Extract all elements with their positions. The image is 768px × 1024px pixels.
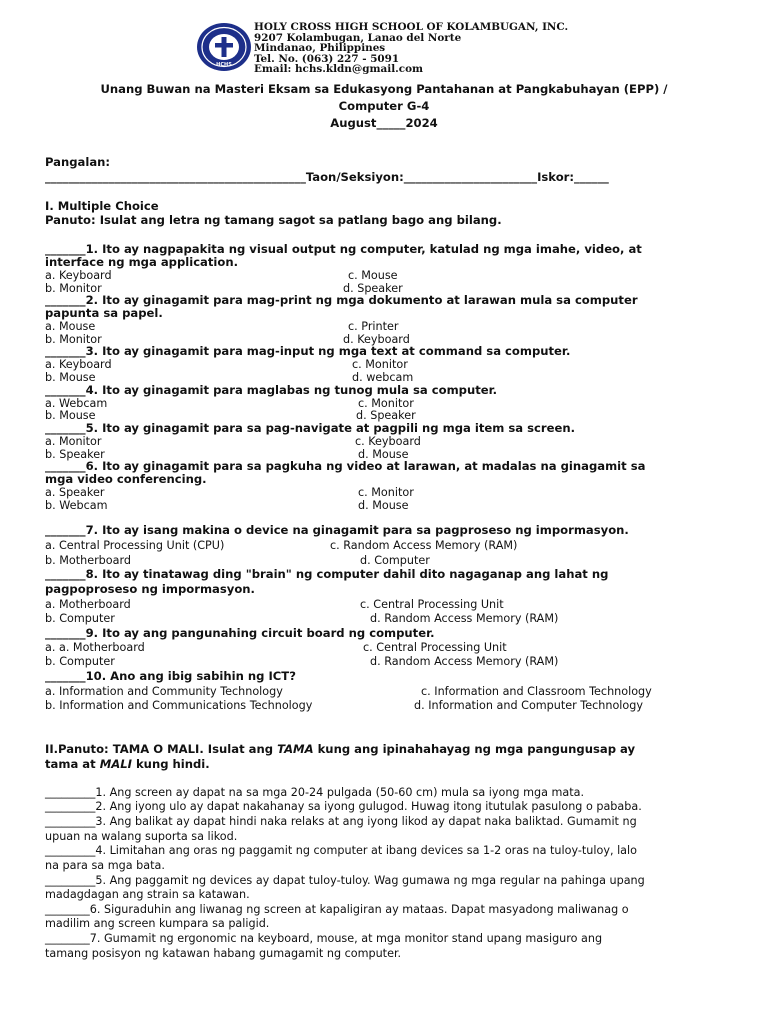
q9-option-c: c. Central Processing Unit xyxy=(363,641,507,654)
student-info-fields[interactable]: _____________________________________________Taon/Seksiyon:_______________________Iskor:______ xyxy=(45,170,609,184)
tf-item-7-line-1: ________7. Gumamit ng ergonomic na keyboard, mouse, at mga monitor stand upang masiguro ang xyxy=(45,932,603,945)
q6-option-d: d. Mouse xyxy=(358,499,409,512)
part2-heading-text: II.Panuto: TAMA O MALI. Isulat ang xyxy=(45,742,278,756)
part2-heading-text-2: kung ang ipinahahayag ng mga pangungusap ay xyxy=(313,742,636,756)
q8-option-b: b. Computer xyxy=(45,612,115,625)
q6-option-a: a. Speaker xyxy=(45,486,105,499)
q10-option-d: d. Information and Computer Technology xyxy=(414,699,643,712)
part2-heading-text-4: kung hindi. xyxy=(131,757,210,771)
part2-heading-text-3: tama at xyxy=(45,757,100,771)
part2-tama-keyword: TAMA xyxy=(277,742,314,756)
q5-option-a: a. Monitor xyxy=(45,435,102,448)
q4-option-c: c. Monitor xyxy=(358,397,414,410)
logo-text: HCHS xyxy=(216,62,232,68)
q10-option-c: c. Information and Classroom Technology xyxy=(421,685,652,698)
q1-option-a: a. Keyboard xyxy=(45,269,112,282)
exam-title-line-2: Computer G-4 xyxy=(338,99,430,113)
q4-option-b: b. Mouse xyxy=(45,409,96,422)
question-10: _______10. Ano ang ibig sabihin ng ICT? xyxy=(45,669,296,683)
school-name: HOLY CROSS HIGH SCHOOL OF KOLAMBUGAN, INC. xyxy=(254,21,569,33)
q1-option-d: d. Speaker xyxy=(343,282,403,295)
q8-option-c: c. Central Processing Unit xyxy=(360,598,504,611)
q2-option-a: a. Mouse xyxy=(45,320,96,333)
exam-title-line-1: Unang Buwan na Masteri Eksam sa Edukasyong Pantahanan at Pangkabuhayan (EPP) / xyxy=(100,82,668,96)
school-email: Email: hchs.kldn@gmail.com xyxy=(254,63,424,76)
school-address-2: Mindanao, Philippines xyxy=(254,42,386,55)
tf-item-4-line-1: _________4. Limitahan ang oras ng paggamit ng computer at ibang devices sa 1-2 oras na tuloy-tuloy, lalo xyxy=(45,844,637,857)
q2-option-d: d. Keyboard xyxy=(343,333,410,346)
q3-option-c: c. Monitor xyxy=(352,358,408,371)
question-6-line-2: mga video conferencing. xyxy=(45,472,207,486)
q3-option-b: b. Mouse xyxy=(45,371,96,384)
exam-title-line-3: August_____2024 xyxy=(330,116,438,130)
q7-option-c: c. Random Access Memory (RAM) xyxy=(330,539,518,552)
q9-option-d: d. Random Access Memory (RAM) xyxy=(370,655,559,668)
q8-option-a: a. Motherboard xyxy=(45,598,131,611)
q4-option-a: a. Webcam xyxy=(45,397,108,410)
q1-option-b: b. Monitor xyxy=(45,282,102,295)
part2-mali-keyword: MALI xyxy=(99,757,132,771)
question-3: _______3. Ito ay ginagamit para mag-input ng mga text at command sa computer. xyxy=(45,344,571,358)
question-1-line-2: interface ng mga application. xyxy=(45,255,239,269)
question-6-line-1: _______6. Ito ay ginagamit para sa pagkuha ng video at larawan, at madalas na ginagamit sa xyxy=(45,459,646,473)
q1-option-c: c. Mouse xyxy=(348,269,398,282)
school-address-1: 9207 Kolambugan, Lanao del Norte xyxy=(254,31,462,44)
q2-option-b: b. Monitor xyxy=(45,333,102,346)
q3-option-d: d. webcam xyxy=(352,371,414,384)
question-9: _______9. Ito ay ang pangunahing circuit board ng computer. xyxy=(45,626,435,640)
q7-option-b: b. Motherboard xyxy=(45,554,131,567)
school-tel: Tel. No. (063) 227 - 5091 xyxy=(254,52,400,65)
part1-instructions: Panuto: Isulat ang letra ng tamang sagot sa patlang bago ang bilang. xyxy=(45,213,502,227)
tf-item-5-line-2: madagdagan ang strain sa katawan. xyxy=(45,888,250,901)
tf-item-2: _________2. Ang iyong ulo ay dapat nakahanay sa iyong gulugod. Huwag itong itutulak pasulong o pababa. xyxy=(45,800,642,813)
tf-item-5-line-1: _________5. Ang paggamit ng devices ay dapat tuloy-tuloy. Wag gumawa ng mga regular na pahinga upang xyxy=(45,874,645,887)
question-5: _______5. Ito ay ginagamit para sa pag-navigate at pagpili ng mga item sa screen. xyxy=(45,421,576,435)
q9-option-b: b. Computer xyxy=(45,655,115,668)
q7-option-d: d. Computer xyxy=(360,554,430,567)
q6-option-c: c. Monitor xyxy=(358,486,414,499)
tf-item-6-line-1: ________6. Siguraduhin ang liwanag ng screen at kapaligiran ay mataas. Dapat masyadong maliwanag o xyxy=(45,903,629,916)
part2-heading-line-2 xyxy=(45,758,210,771)
tf-item-3-line-1: _________3. Ang balikat ay dapat hindi naka relaks at ang iyong likod ay dapat naka baliktad. Gumamit ng xyxy=(45,815,637,828)
q6-option-b: b. Webcam xyxy=(45,499,108,512)
q9-option-a: a. a. Motherboard xyxy=(45,641,145,654)
question-4: _______4. Ito ay ginagamit para maglabas ng tunog mula sa computer. xyxy=(45,383,498,397)
tf-item-6-line-2: madilim ang screen kumpara sa paligid. xyxy=(45,917,270,930)
question-8-line-1: _______8. Ito ay tinatawag ding "brain" ng computer dahil dito nagaganap ang lahat ng xyxy=(45,567,609,581)
tf-item-7-line-2: tamang posisyon ng katawan habang gumagamit ng computer. xyxy=(45,947,402,960)
question-2-line-1: _______2. Ito ay ginagamit para mag-print ng mga dokumento at larawan mula sa computer xyxy=(45,293,638,307)
q10-option-a: a. Information and Community Technology xyxy=(45,685,283,698)
q5-option-c: c. Keyboard xyxy=(355,435,421,448)
tf-item-1: _________1. Ang screen ay dapat na sa mga 20-24 pulgada (50-60 cm) mula sa iyong mga mata. xyxy=(45,786,585,799)
q5-option-b: b. Speaker xyxy=(45,448,105,461)
part2-heading-line-1 xyxy=(45,743,635,756)
q2-option-c: c. Printer xyxy=(348,320,399,333)
q7-option-a: a. Central Processing Unit (CPU) xyxy=(45,539,225,552)
q3-option-a: a. Keyboard xyxy=(45,358,112,371)
q4-option-d: d. Speaker xyxy=(356,409,416,422)
q5-option-d: d. Mouse xyxy=(358,448,409,461)
name-label: Pangalan: xyxy=(45,155,111,169)
question-8-line-2: pagpoproseso ng impormasyon. xyxy=(45,582,255,596)
part1-heading: I. Multiple Choice xyxy=(45,199,159,213)
school-logo xyxy=(196,22,252,72)
question-7: _______7. Ito ay isang makina o device na ginagamit para sa pagproseso ng impormasyon. xyxy=(45,523,629,537)
q10-option-b: b. Information and Communications Technology xyxy=(45,699,313,712)
question-2-line-2: papunta sa papel. xyxy=(45,306,163,320)
tf-item-4-line-2: na para sa mga bata. xyxy=(45,859,165,872)
question-1-line-1: _______1. Ito ay nagpapakita ng visual output ng computer, katulad ng mga imahe, video, at xyxy=(45,242,642,256)
school-header xyxy=(254,22,568,75)
exam-title xyxy=(0,81,768,132)
tf-item-3-line-2: upuan na walang suporta sa likod. xyxy=(45,830,238,843)
q8-option-d: d. Random Access Memory (RAM) xyxy=(370,612,559,625)
